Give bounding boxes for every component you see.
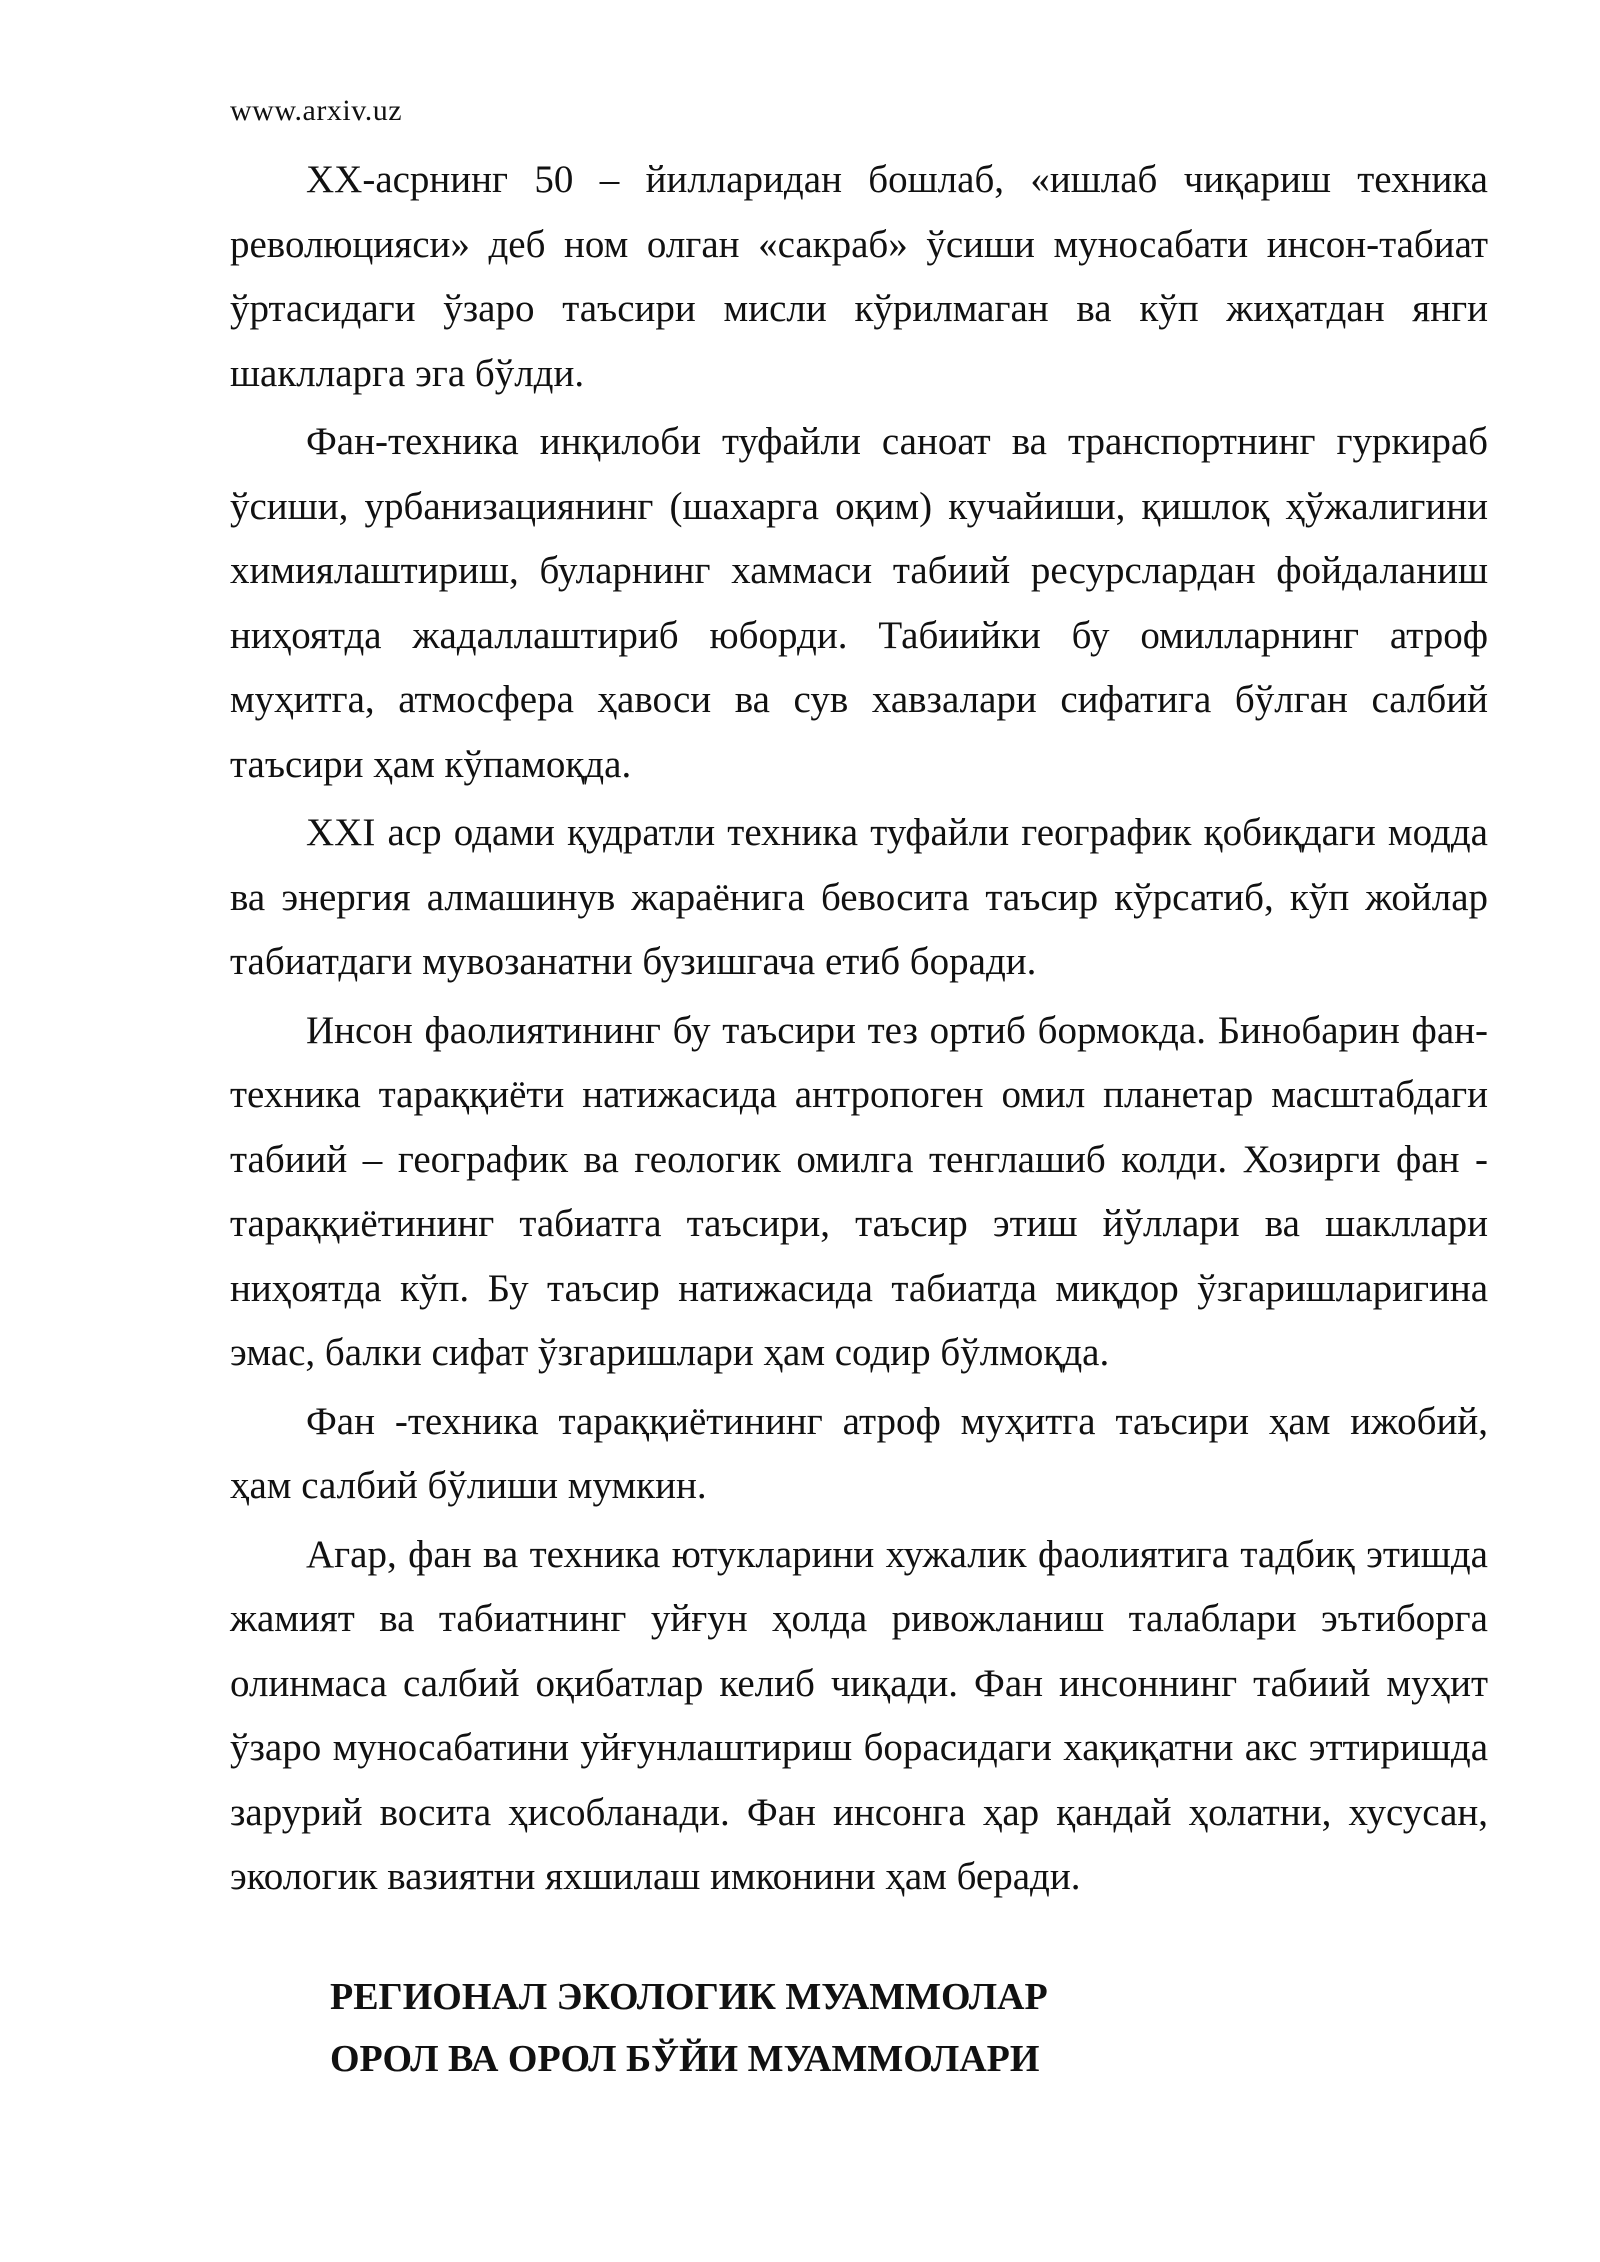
paragraph: Фан -техника тараққиётининг атроф муҳитга таъсири ҳам ижобий, ҳам салбий бўлиши мумкин.	[230, 1399, 1488, 1507]
paragraph: Фан-техника инқилоби туфайли саноат ва транспортнинг гуркираб ўсиши, урбанизациянинг (шахарга оқим) кучайиши, қишлоқ ҳўжалигини химиялаштириш, буларнинг хаммаси табиий ресурслардан фойдаланиш ниҳоятда жадаллаштириб юборди. Табиийки бу омилларнинг атроф муҳитга, атмосфера ҳавоси ва сув хавзалари сифатига бўлган салбий таъсири ҳам кўпамоқда.	[230, 420, 1488, 786]
paragraph: XX-асрнинг 50 – йилларидан бошлаб, «ишлаб чиқариш техника революцияси» деб ном олган «сакраб» ўсиши муносабати инсон-табиат ўртасидаги ўзаро таъсири мисли кўрилмаган ва кўп жиҳатдан янги шаклларга эга бўлди.	[230, 158, 1488, 395]
paragraph: XXI аср одами қудратли техника туфайли географик қобиқдаги модда ва энергия алмашинув жараёнига бевосита таъсир кўрсатиб, кўп жойлар табиатдаги мувозанатни бузишгача етиб боради.	[230, 811, 1488, 983]
section-subheading: ОРОЛ ВА ОРОЛ БЎЙИ МУАММОЛАРИ	[330, 2038, 1040, 2080]
source-url: www.arxiv.uz	[230, 94, 403, 127]
paragraph: Агар, фан ва техника ютукларини хужалик фаолиятига тадбиқ этишда жамият ва табиатнинг уйғун ҳолда ривожланиш талаблари эътиборга олинмаса салбий оқибатлар келиб чиқади. Фан инсоннинг табиий муҳит ўзаро муносабатини уйғунлаштириш борасидаги хақиқатни акс эттиришда зарурий восита ҳисобланади. Фан инсонга ҳар қандай ҳолатни, хусусан, экологик вазиятни яхшилаш имконини ҳам беради.	[230, 1532, 1488, 1898]
section-headings	[330, 1966, 1048, 2090]
section-heading: РЕГИОНАЛ ЭКОЛОГИК МУАММОЛАР	[330, 1976, 1048, 2018]
paragraph: Инсон фаолиятининг бу таъсири тез ортиб бормокда. Бинобарин фан-техника тараққиёти натижасида антропоген омил планетар масштабдаги табиий – географик ва геологик омилга тенглашиб колди. Хозирги фан - тараққиётининг табиатга таъсири, таъсир этиш йўллари ва шакллари ниҳоятда кўп. Бу таъсир натижасида табиатда миқдор ўзгаришларигина эмас, балки сифат ўзгаришлари ҳам содир бўлмоқда.	[230, 1008, 1488, 1374]
document-body	[230, 148, 1488, 1914]
